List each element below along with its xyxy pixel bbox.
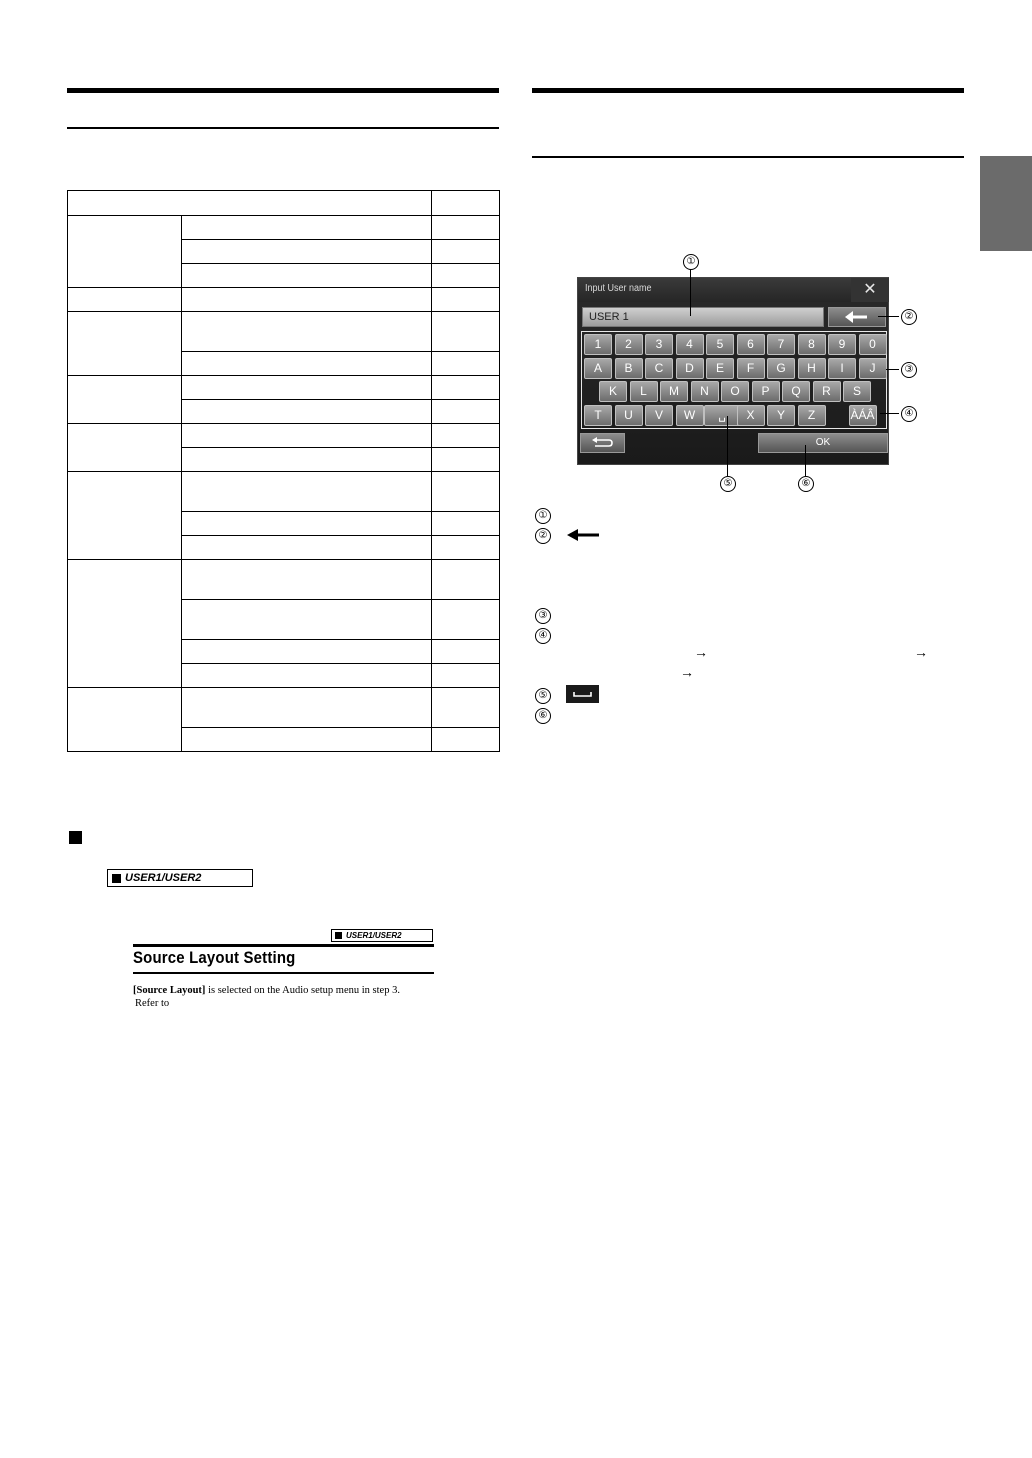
legend-2: ② <box>535 528 551 544</box>
user-name-input[interactable]: USER 1 <box>582 307 824 327</box>
callout-2-leader <box>878 316 899 317</box>
chapter-tab <box>980 156 1032 251</box>
callout-6: ⑥ <box>798 476 814 492</box>
mode-arrow-2: → <box>914 646 928 661</box>
key-d[interactable]: D <box>676 358 704 379</box>
key-4[interactable]: 4 <box>676 334 704 355</box>
key-3[interactable]: 3 <box>645 334 673 355</box>
return-icon <box>581 434 624 452</box>
callout-3: ③ <box>901 362 917 378</box>
ok-button[interactable]: OK <box>758 433 888 453</box>
inset-user-badge <box>331 929 433 942</box>
key-6[interactable]: 6 <box>737 334 765 355</box>
legend-3: ③ <box>535 608 551 624</box>
key-7[interactable]: 7 <box>767 334 795 355</box>
key-space[interactable]: ␣ <box>704 405 740 426</box>
callout-4: ④ <box>901 406 917 422</box>
inset-badge-label: USER1/USER2 <box>346 931 402 940</box>
key-p[interactable]: P <box>752 381 780 402</box>
left-subheader-rule <box>67 127 499 129</box>
key-c[interactable]: C <box>645 358 673 379</box>
mode-arrow-3: → <box>680 666 694 681</box>
key-q[interactable]: Q <box>782 381 810 402</box>
callout-3-leader <box>886 369 899 370</box>
key-e[interactable]: E <box>706 358 734 379</box>
key-l[interactable]: L <box>630 381 658 402</box>
key-9[interactable]: 9 <box>828 334 856 355</box>
legend-6: ⑥ <box>535 708 551 724</box>
callout-5-leader <box>727 416 728 476</box>
inset-body-line1 <box>133 985 400 996</box>
inset-badge-square-icon <box>335 932 342 939</box>
user-badge <box>107 869 253 887</box>
badge-square-icon <box>112 874 121 883</box>
key-x[interactable]: X <box>737 405 765 426</box>
inset-body-line1-rest: is selected on the Audio setup menu in step 3. <box>205 985 400 996</box>
key-z[interactable]: Z <box>798 405 826 426</box>
key-1[interactable]: 1 <box>584 334 612 355</box>
key-2[interactable]: 2 <box>615 334 643 355</box>
key-k[interactable]: K <box>599 381 627 402</box>
inset-source-layout-bold: [Source Layout] <box>133 985 206 996</box>
key-g[interactable]: G <box>767 358 795 379</box>
close-icon[interactable]: ✕ <box>851 278 889 302</box>
key-r[interactable]: R <box>813 381 841 402</box>
key-j[interactable]: J <box>859 358 887 379</box>
callout-6-leader <box>805 445 806 476</box>
backspace-button[interactable] <box>828 307 886 327</box>
callout-5: ⑤ <box>720 476 736 492</box>
inset-top-rule <box>133 944 434 947</box>
left-header-rule <box>67 88 499 93</box>
key-w[interactable]: W <box>676 405 704 426</box>
key-i[interactable]: I <box>828 358 856 379</box>
return-button[interactable] <box>580 433 625 453</box>
key-h[interactable]: H <box>798 358 826 379</box>
key-u[interactable]: U <box>615 405 643 426</box>
key-b[interactable]: B <box>615 358 643 379</box>
inset-body-line2: Refer to <box>135 998 170 1009</box>
badge-label: USER1/USER2 <box>125 872 202 884</box>
section-bullet-square <box>69 831 82 844</box>
key-n[interactable]: N <box>691 381 719 402</box>
key-m[interactable]: M <box>660 381 688 402</box>
key-t[interactable]: T <box>584 405 612 426</box>
key-accent[interactable]: ÀÁÂ <box>849 405 877 426</box>
callout-1: ① <box>683 254 699 270</box>
key-a[interactable]: A <box>584 358 612 379</box>
right-subheader-rule <box>532 156 964 158</box>
keyboard-title: Input User name <box>585 283 652 294</box>
key-y[interactable]: Y <box>767 405 795 426</box>
key-f[interactable]: F <box>737 358 765 379</box>
key-8[interactable]: 8 <box>798 334 826 355</box>
key-s[interactable]: S <box>843 381 871 402</box>
settings-table <box>67 190 500 752</box>
callout-2: ② <box>901 309 917 325</box>
mode-arrow-1: → <box>694 646 708 661</box>
keyboard-screen <box>577 277 889 465</box>
inset-bottom-rule <box>133 972 434 974</box>
key-5[interactable]: 5 <box>706 334 734 355</box>
space-bar-icon <box>566 685 599 703</box>
callout-4-leader <box>880 413 899 414</box>
legend-4: ④ <box>535 628 551 644</box>
right-header-rule <box>532 88 964 93</box>
key-0[interactable]: 0 <box>859 334 887 355</box>
arrow-left-icon <box>566 528 600 542</box>
key-v[interactable]: V <box>645 405 673 426</box>
callout-1-leader <box>690 268 691 316</box>
inset-title: Source Layout Setting <box>133 948 296 967</box>
legend-5: ⑤ <box>535 688 551 704</box>
legend-1: ① <box>535 508 551 524</box>
arrow-left-icon <box>829 308 885 326</box>
key-o[interactable]: O <box>721 381 749 402</box>
